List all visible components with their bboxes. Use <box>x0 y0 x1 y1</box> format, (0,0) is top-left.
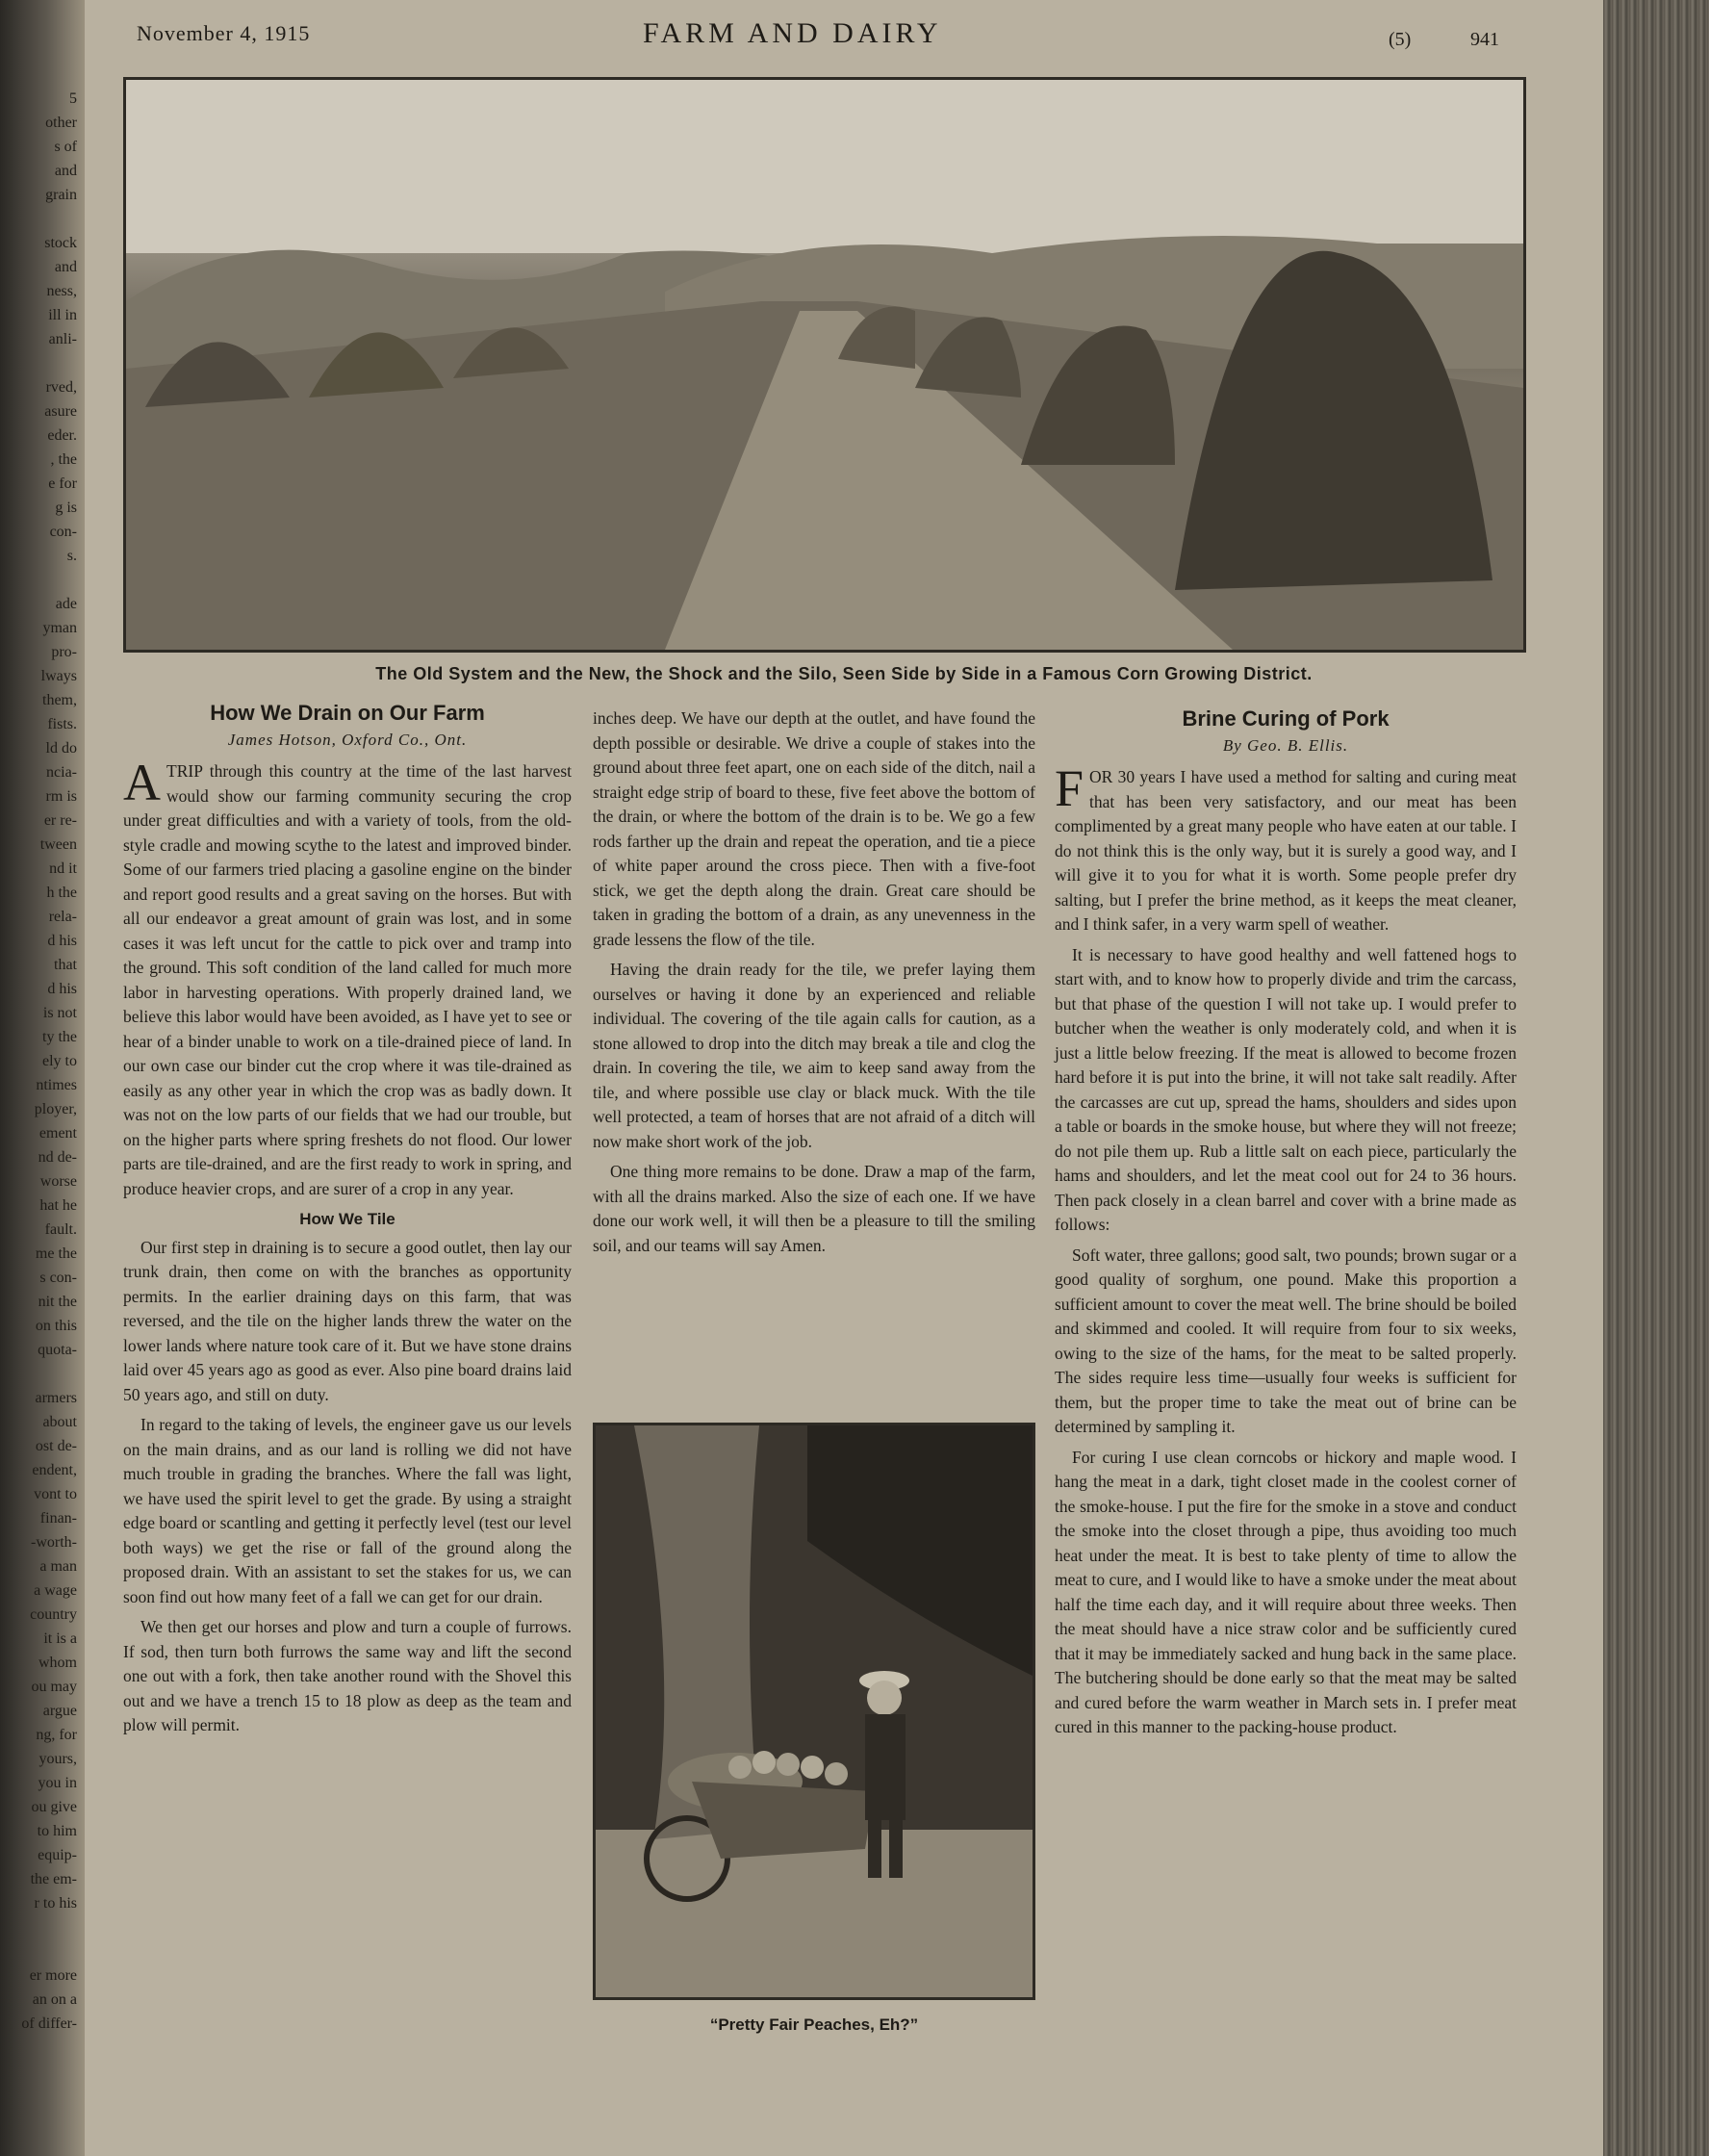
drop-cap-a: A <box>123 754 161 811</box>
publication-title: FARM AND DAIRY <box>643 17 942 49</box>
gutter-fragment: , the <box>50 451 77 468</box>
article-drain-title: How We Drain on Our Farm <box>210 701 485 725</box>
gutter-fragment: argue <box>42 1703 77 1719</box>
gutter-fragment: yours, <box>38 1751 77 1767</box>
gutter-fragment: d his <box>47 981 77 997</box>
paragraph: In regard to the taking of levels, the engineer gave us our levels on the main drains, and as our land is rolling we did not have much trouble in grading the branches. Where the fall was light, we have used the spirit level to get the grade. By using a straight edge board or scantling and getting it perfectly level (test our level both ways) we get the rise or fall of the ground along the proposed drain. With an assistant to set the stakes for us, we can soon find out how many feet of a fall we can get for our drain. <box>123 1415 573 1606</box>
page-marker: (5) <box>1389 29 1412 50</box>
page-header <box>85 17 1603 60</box>
gutter-fragment: ntimes <box>36 1077 77 1093</box>
gutter-fragment: is not <box>42 1005 77 1021</box>
gutter-fragment: armers <box>35 1390 77 1406</box>
gutter-fragment: an on a <box>32 1991 77 2008</box>
gutter-fragment: e for <box>48 475 77 492</box>
paragraph: We then get our horses and plow and turn a couple of furrows. If sod, then turn both furrows the same way and lift the second one out with a fork, then take another round with the Shovel this out and we have a trench 15 to 18 plow as deep as the team and plow will permit. <box>123 1617 572 1734</box>
gutter-fragment: about <box>42 1414 77 1430</box>
gutter-fragment: ncia- <box>46 764 77 781</box>
gutter-fragment: ld do <box>45 740 77 757</box>
issue-date: November 4, 1915 <box>137 21 311 45</box>
gutter-fragment: you in <box>38 1775 77 1791</box>
gutter-fragment: to him <box>37 1823 77 1839</box>
gutter-fragment: fault. <box>44 1221 77 1238</box>
gutter-fragment: me the <box>35 1245 77 1262</box>
gutter-fragment: s con- <box>39 1270 77 1286</box>
gutter-fragment: g is <box>55 500 77 516</box>
gutter-fragment: equip- <box>38 1847 77 1863</box>
gutter-fragment: ployer, <box>34 1101 77 1117</box>
gutter-fragment: lways <box>40 668 77 684</box>
gutter-fragment: con- <box>49 524 77 540</box>
page-number: 941 <box>1470 29 1499 50</box>
gutter-fragment: ness, <box>46 283 77 299</box>
gutter-fragment: and <box>54 163 77 179</box>
gutter-fragment: vont to <box>34 1486 77 1502</box>
gutter-fragment: fists. <box>47 716 77 732</box>
binding-gutter <box>0 0 85 2156</box>
paragraph: For curing I use clean corncobs or hickory and maple wood. I hang the meat in a dark, tight closet made in the coolest corner of the smoke-house. I put the fire for the smoke in a stove and conduct the smoke into the closet through a pipe, thus avoiding too much heat under the meat. It is best to take plenty of time to allow the meat to cure, and I would like to have a smoke under the meat about half the time each day, and it will require about three weeks. Then the meat should have a nice straw color and be sufficiently cured that it may be immediately sacked and hung back in the same place. The butchering should be done early so that the meat may be salted and cured before the warm weather in March sets in. I prefer meat cured in this manner to the packing-house product. <box>1055 1447 1517 1736</box>
gutter-fragment: er re- <box>43 812 77 829</box>
gutter-fragment: ng, for <box>36 1727 77 1743</box>
gutter-fragment: a wage <box>34 1582 77 1599</box>
section-heading-how-we-tile: How We Tile <box>299 1210 395 1228</box>
gutter-fragment: nit the <box>38 1294 77 1310</box>
gutter-fragment: on this <box>35 1318 77 1334</box>
gutter-fragment: tween <box>39 836 77 853</box>
corn-shocks-photo <box>123 77 1526 653</box>
gutter-fragment: worse <box>39 1173 77 1190</box>
gutter-fragment: s of <box>54 139 77 155</box>
top-photo-caption: The Old System and the New, the Shock and the Silo, Seen Side by Side in a Famous Corn Growing District. <box>375 664 1313 683</box>
gutter-fragment: that <box>54 957 77 973</box>
drop-cap-f: F <box>1055 759 1084 817</box>
paragraph: It is necessary to have good healthy and well fattened hogs to start with, and to know how to properly divide and trim the carcass, but that phase of the question I will not take up. I would prefer to butcher when the weather is only moderately cold, and when it is just a little below freezing. If the meat is allowed to become frozen hard before it is put into the brine, it will not take salt readily. After the carcasses are cut up, spread the hams, shoulders and sides upon a table or boards in the smoke house, but where they will not freeze; do not pile them up. Rub a little salt on each piece, particularly the hams and shoulders, and let the meat cool out for 24 to 36 hours. Then pack closely in a clean barrel and cover with a brine made as follows: <box>1055 944 1517 1234</box>
paragraph: One thing more remains to be done. Draw a map of the farm, with all the drains marked. Also the size of each one. If we have done our work well, it will then be a pleasure to till the smiling soil, and our teams will say Amen. <box>593 1162 1035 1255</box>
article-drain-lead: ATRIP through this country at the time of the last harvest would show our farming community securing the crop under great difficulties and with a variety of tools, from the old-style cradle and mowing scythe to the latest and improved binder. Some of our farmers tried placing a gasoline engine on the binder and report good results and a great saving on the horses. But with all our endeavor a great amount of grain was lost, and in some cases it was left uncut for the cattle to pick over and tramp into the ground. This soft condition of the land called for much more labor in harvesting operations. With properly drained land, we believe this labor would have been avoided, as I have yet to see or hear of a binder unable to work on a tile-drained piece of land. In our own case our binder cut the crop where it was tile-drained as easily as any other year in which the crop was as badly down. It was not on the low parts of our fields that we had our trouble, but on the higher parts where spring freshets do not flood. Our lower parts are tile-drained, and are the first ready to work in spring, and produce heavier crops, and are surer of a crop in any year. <box>123 754 572 1198</box>
gutter-fragment: yman <box>42 620 77 636</box>
article-drain-byline: James Hotson, Oxford Co., Ont. <box>227 730 468 749</box>
paragraph: inches deep. We have our depth at the outlet, and have found the depth possible or desirable. We drive a couple of stakes into the ground about three feet apart, one on each side of the ditch, nail a straight edge strip of board to these, five feet above the bottom of the drain, or where the bottom of the drain is to be. We go a few rods farther up the drain and repeat the operation, and tie a piece of white paper around the cross piece. Then with a five-foot stick, we get the depth along the drain. Great care should be taken in grading the bottom of a drain, as any unevenness in the grade lessens the flow of the tile. <box>593 708 1035 949</box>
gutter-fragment: other <box>45 115 77 131</box>
gutter-fragment: finan- <box>39 1510 77 1527</box>
article-pork-column <box>1055 706 1517 1746</box>
gutter-fragment: asure <box>44 403 77 420</box>
gutter-fragment: er more <box>29 1967 77 1984</box>
gutter-fragment: them, <box>42 692 77 708</box>
gutter-fragment: rm is <box>45 788 77 805</box>
article-pork-byline: By Geo. B. Ellis. <box>1222 735 1349 755</box>
article-drain-continued <box>593 706 1035 1264</box>
paragraph: Having the drain ready for the tile, we prefer laying them ourselves or having it done by an experienced and reliable individual. The covering of the tile again calls for caution, as a stone allowed to drop into the ditch may break a tile and clog the drain. In covering the tile, we aim to keep sand away from the tile, and where possible use clay or black muck. With the tile well protected, a team of horses that are not afraid of a ditch will now make short work of the job. <box>593 960 1035 1151</box>
gutter-fragment: of differ- <box>21 2015 77 2032</box>
gutter-fragment: rela- <box>48 909 77 925</box>
gutter-fragment: whom <box>38 1655 77 1671</box>
gutter-fragment: h the <box>46 885 77 901</box>
peaches-wheelbarrow-photo <box>593 1423 1035 2000</box>
gutter-fragment: and <box>54 259 77 275</box>
gutter-fragment: it is a <box>43 1630 77 1647</box>
gutter-fragment: ty the <box>42 1029 77 1045</box>
gutter-fragment: nd it <box>49 860 77 877</box>
gutter-fragment: ement <box>38 1125 77 1142</box>
gutter-fragment: ou may <box>31 1679 77 1695</box>
mid-photo-caption: “Pretty Fair Peaches, Eh?” <box>709 2015 919 2034</box>
article-pork-lead: FOR 30 years I have used a method for salting and curing meat that has been very satisfactory, and our meat has been complimented by a great many people who have eaten at our table. I do not think this is the only way, but it is surely a good way, and I will give it to you for what it is worth. Some people prefer dry salting, but I prefer the brine method, as it keeps the meat cleaner, and I think safer, in a very warm spell of weather. <box>1055 759 1517 934</box>
gutter-fragment: grain <box>45 187 77 203</box>
gutter-fragment: nd de- <box>38 1149 77 1166</box>
gutter-fragment: rved, <box>45 379 77 396</box>
page-edge-stack <box>1603 0 1709 2156</box>
gutter-fragment: ost de- <box>35 1438 77 1454</box>
gutter-fragment: eder. <box>47 427 77 444</box>
paragraph: Soft water, three gallons; good salt, two pounds; brown sugar or a good quality of sorghum, one pound. Make this proportion a sufficient amount to cover the meat well. The brine should be boiled and skimmed and cooled. It will require from four to six weeks, owing to the size of the hams, for the meat to be salted properly. The sides require less time—usually four weeks is sufficient for them, but the proper time to take the meat out of brine can be determined by sampling it. <box>1055 1245 1517 1436</box>
gutter-fragment: d his <box>47 933 77 949</box>
gutter-fragment: stock <box>44 235 77 251</box>
gutter-fragment: anli- <box>48 331 77 347</box>
gutter-fragment: a man <box>39 1558 77 1575</box>
gutter-fragment: the em- <box>30 1871 77 1887</box>
article-drain-column <box>123 701 572 1744</box>
gutter-fragment: s. <box>66 548 77 564</box>
article-pork-title: Brine Curing of Pork <box>1182 706 1390 731</box>
gutter-fragment: endent, <box>32 1462 77 1478</box>
gutter-fragment: country <box>30 1606 77 1623</box>
gutter-fragment: quota- <box>38 1342 77 1358</box>
gutter-fragment: 5 <box>69 90 77 107</box>
gutter-fragment: ely to <box>42 1053 77 1069</box>
gutter-fragment: pro- <box>51 644 77 660</box>
gutter-fragment: r to his <box>34 1895 77 1912</box>
magazine-page <box>85 0 1603 2156</box>
gutter-fragment: ade <box>55 596 77 612</box>
gutter-fragment: ou give <box>31 1799 77 1815</box>
gutter-fragment: ill in <box>48 307 77 323</box>
gutter-fragment: -worth- <box>31 1534 77 1551</box>
gutter-fragment: hat he <box>39 1197 77 1214</box>
paragraph: Our first step in draining is to secure a good outlet, then lay our trunk drain, then come on with the branches as opportunity permits. In the earlier draining days on this farm, that was reversed, and the tile on the higher lands threw the water on the lower lands where nature took care of it. But we have stone drains laid over 45 years ago as good as ever. Also pine board drains laid 50 years ago, and still on duty. <box>123 1237 572 1404</box>
